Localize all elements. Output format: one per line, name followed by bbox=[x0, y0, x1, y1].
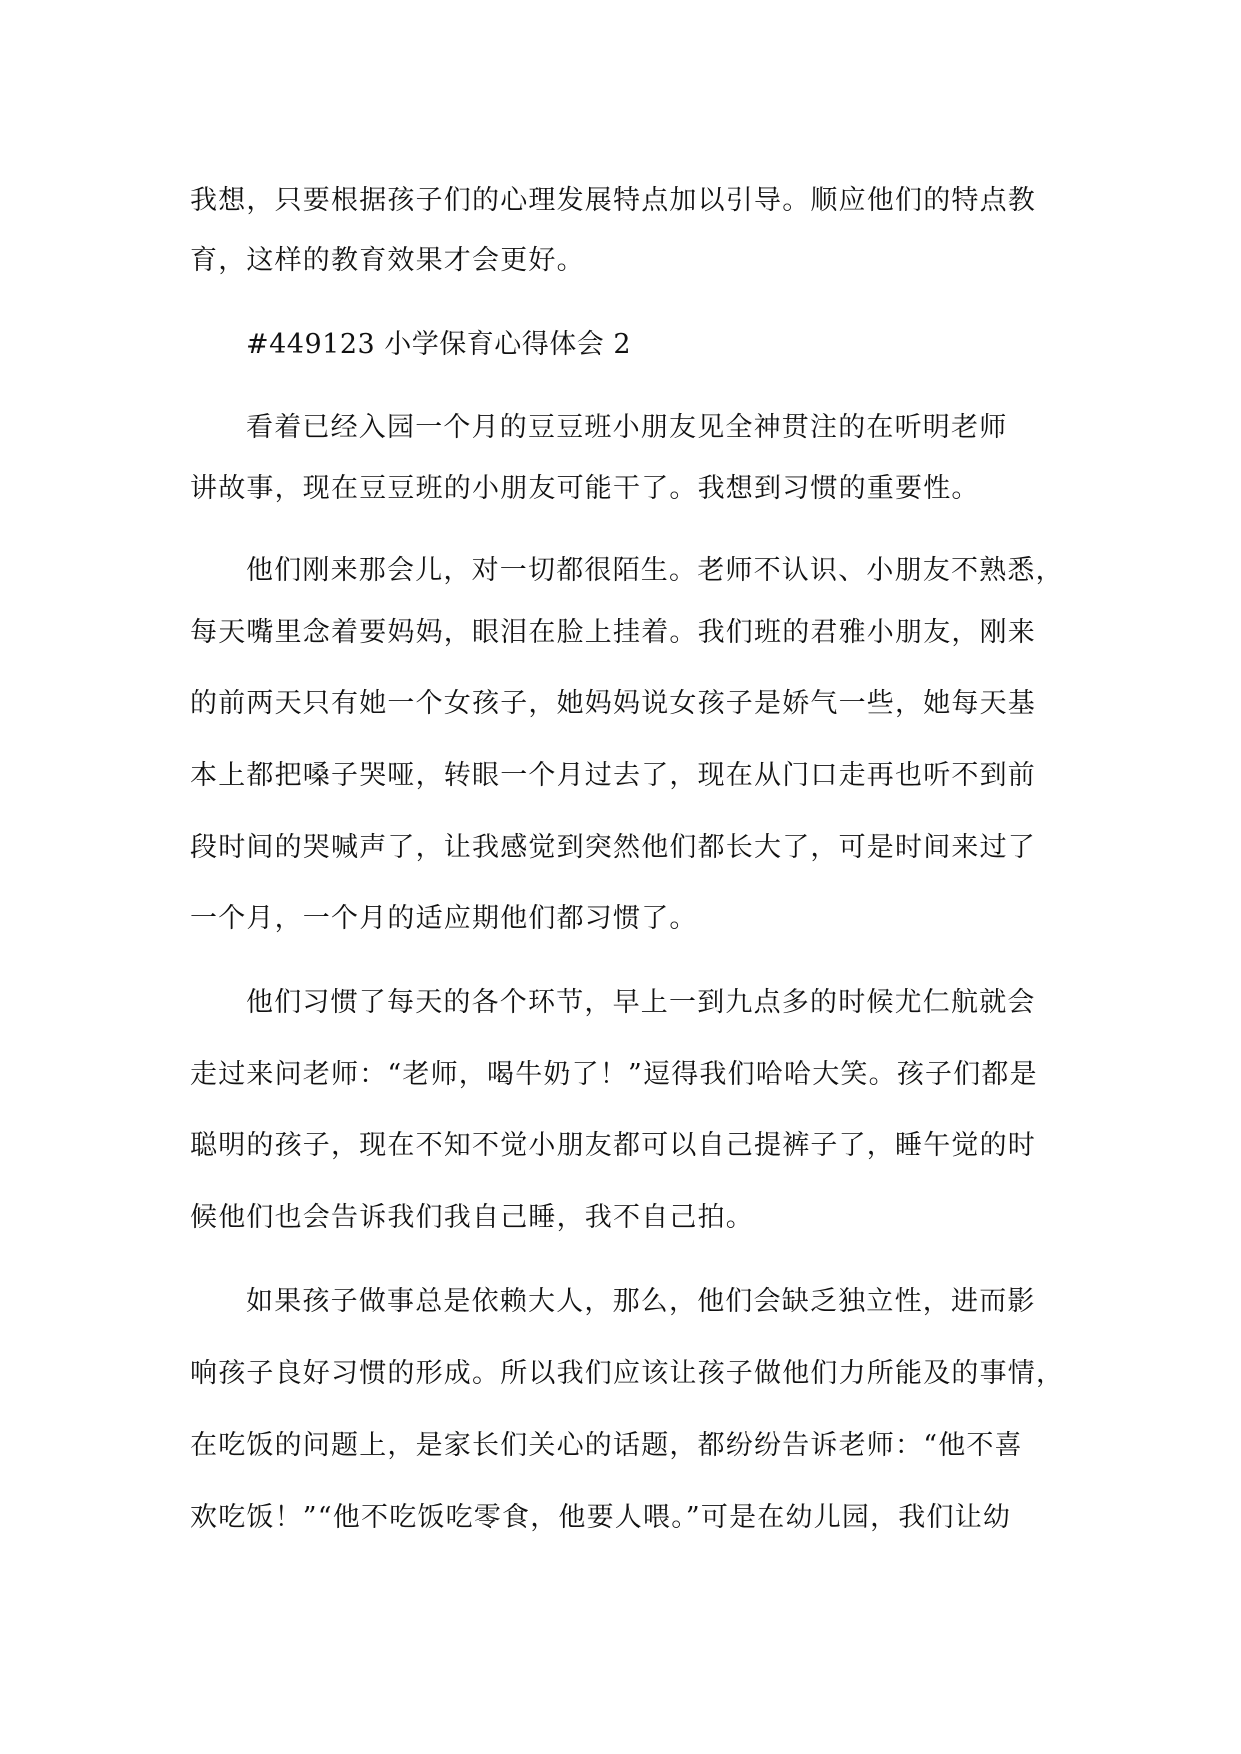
paragraph-line: 育，这样的教育效果才会更好。 bbox=[190, 245, 585, 276]
paragraph-line: 候他们也会告诉我们我自己睡，我不自己拍。 bbox=[190, 1202, 754, 1233]
paragraph-line: 讲故事，现在豆豆班的小朋友可能干了。我想到习惯的重要性。 bbox=[190, 473, 980, 504]
paragraph-line: 如果孩子做事总是依赖大人，那么，他们会缺乏独立性，进而影 bbox=[246, 1286, 1036, 1317]
section-heading: #449123 小学保育心得体会 2 bbox=[246, 329, 632, 360]
paragraph-line: 每天嘴里念着要妈妈，眼泪在脸上挂着。我们班的君雅小朋友，刚来 bbox=[190, 617, 1036, 648]
paragraph-line: 段时间的哭喊声了，让我感觉到突然他们都长大了，可是时间来过了 bbox=[190, 832, 1036, 863]
paragraph-line: 一个月，一个月的适应期他们都习惯了。 bbox=[190, 903, 698, 934]
paragraph-line: 他们习惯了每天的各个环节，早上一到九点多的时候尤仁航就会 bbox=[246, 987, 1036, 1018]
paragraph-line: 本上都把嗓子哭哑，转眼一个月过去了，现在从门口走再也听不到前 bbox=[190, 760, 1036, 791]
paragraph-line: 响孩子良好习惯的形成。所以我们应该让孩子做他们力所能及的事情， bbox=[190, 1358, 1065, 1389]
paragraph-line: 在吃饭的问题上，是家长们关心的话题，都纷纷告诉老师：“他不喜 bbox=[190, 1430, 1023, 1461]
paragraph-line: 他们刚来那会儿，对一切都很陌生。老师不认识、小朋友不熟悉， bbox=[246, 555, 1064, 586]
paragraph-line: 看着已经入园一个月的豆豆班小朋友见全神贯注的在听明老师 bbox=[246, 412, 1008, 443]
paragraph-line: 的前两天只有她一个女孩子，她妈妈说女孩子是娇气一些，她每天基 bbox=[190, 688, 1036, 719]
paragraph-line: 欢吃饭！”“他不吃饭吃零食，他要人喂。”可是在幼儿园，我们让幼 bbox=[190, 1502, 1012, 1533]
paragraph-line: 聪明的孩子，现在不知不觉小朋友都可以自己提裤子了，睡午觉的时 bbox=[190, 1130, 1036, 1161]
paragraph-line: 走过来问老师：“老师，喝牛奶了！”逗得我们哈哈大笑。孩子们都是 bbox=[190, 1059, 1038, 1090]
paragraph-line: 我想，只要根据孩子们的心理发展特点加以引导。顺应他们的特点教 bbox=[190, 185, 1036, 216]
